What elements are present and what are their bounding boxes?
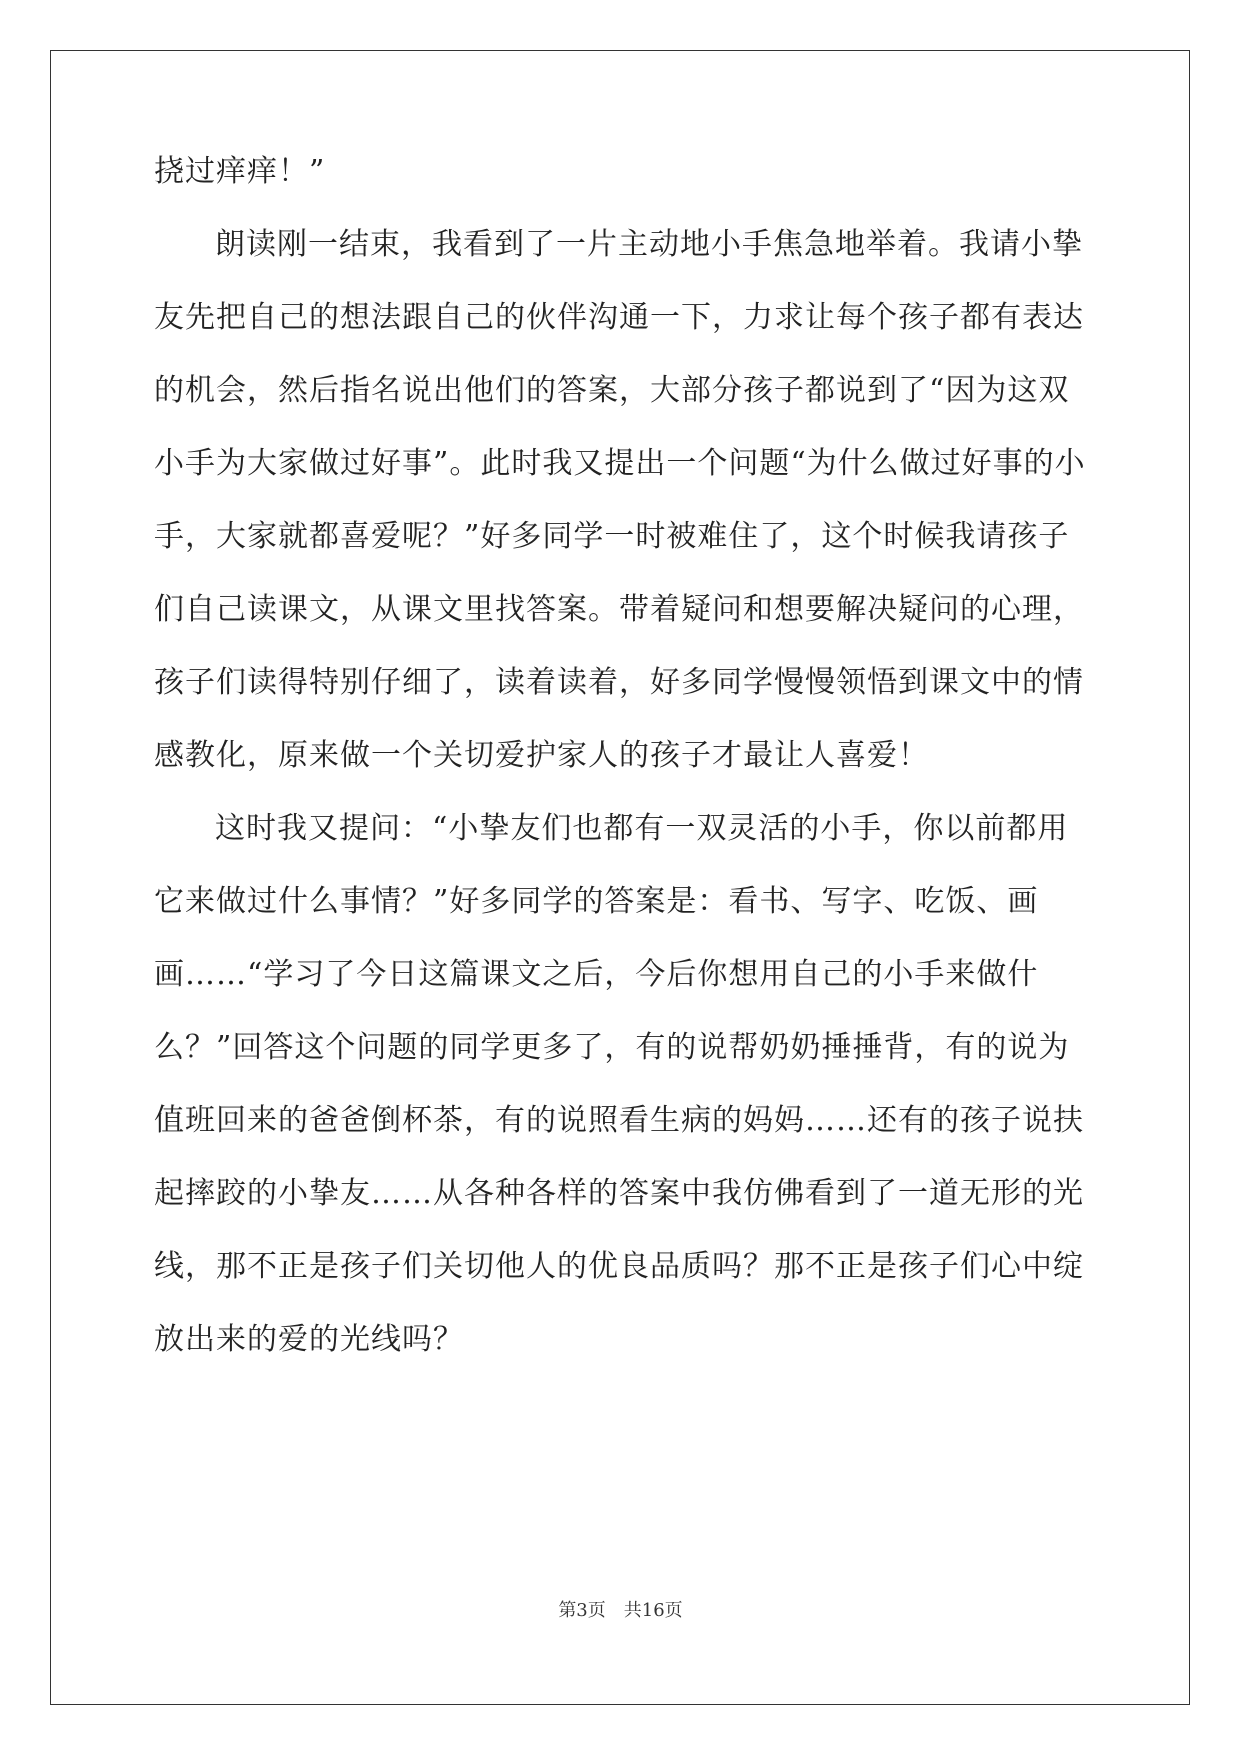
text-line: 孩子们读得特别仔细了，读着读着，好多同学慢慢领悟到课文中的情 — [154, 665, 1084, 700]
text-line: 友先把自己的想法跟自己的伙伴沟通一下，力求让每个孩子都有表达 — [154, 300, 1084, 335]
text-line: 感教化，原来做一个关切爱护家人的孩子才最让人喜爱！ — [154, 738, 929, 773]
page-number: 第3页 — [558, 1600, 606, 1621]
text-line: 放出来的爱的光线吗？ — [154, 1322, 464, 1357]
text-line: 这时我又提问：“小挚友们也都有一双灵活的小手，你以前都用 — [215, 811, 1069, 846]
text-line: 手，大家就都喜爱呢？”好多同学一时被难住了，这个时候我请孩子 — [154, 519, 1070, 554]
page-footer — [0, 1596, 1241, 1622]
text-line: 们自己读课文，从课文里找答案。带着疑问和想要解决疑问的心理， — [154, 592, 1084, 627]
page-total: 共16页 — [623, 1600, 683, 1621]
text-line: 画……“学习了今日这篇课文之后，今后你想用自己的小手来做什 — [154, 957, 1039, 992]
text-line: 挠过痒痒！” — [154, 154, 326, 189]
text-line: 么？”回答这个问题的同学更多了，有的说帮奶奶捶捶背，有的说为 — [154, 1030, 1070, 1065]
text-line: 线，那不正是孩子们关切他人的优良品质吗？那不正是孩子们心中绽 — [154, 1249, 1084, 1284]
text-line: 值班回来的爸爸倒杯茶，有的说照看生病的妈妈……还有的孩子说扶 — [154, 1103, 1084, 1138]
text-line: 的机会，然后指名说出他们的答案，大部分孩子都说到了“因为这双 — [154, 373, 1070, 408]
text-line: 小手为大家做过好事”。此时我又提出一个问题“为什么做过好事的小 — [154, 446, 1086, 481]
text-line: 朗读刚一结束，我看到了一片主动地小手焦急地举着。我请小挚 — [215, 227, 1083, 262]
text-line: 它来做过什么事情？”好多同学的答案是：看书、写字、吃饭、画 — [154, 884, 1039, 919]
text-line: 起摔跤的小挚友……从各种各样的答案中我仿佛看到了一道无形的光 — [154, 1176, 1084, 1211]
